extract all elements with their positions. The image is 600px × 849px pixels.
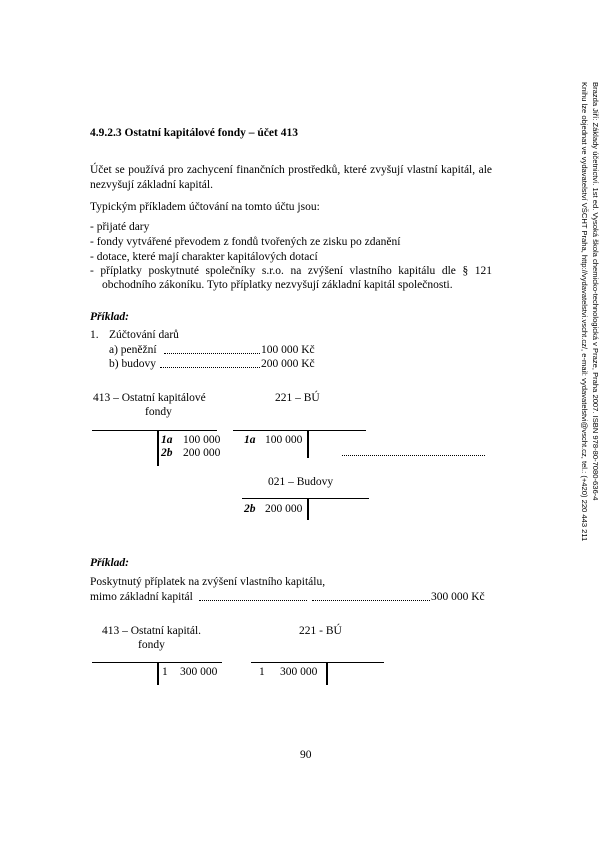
taccount-413-title: 413 – Ostatní kapitálové	[93, 392, 206, 404]
paragraph-intro: Typickým příkladem účtování na tomto účtu jsou:	[90, 201, 320, 213]
taccount-221-amount: 300 000	[280, 666, 318, 678]
taccount-221-title: 221 – BÚ	[275, 392, 320, 404]
paragraph-line: nezvyšují základní kapitál.	[90, 179, 213, 191]
example-label: Příklad:	[90, 557, 129, 569]
example-line-b-value: 200 000 Kč	[261, 358, 315, 370]
taccount-413-amount: 300 000	[180, 666, 218, 678]
taccount-021-top-line	[242, 498, 369, 499]
taccount-413-title: 413 – Ostatní kapitál.	[102, 625, 202, 637]
taccount-221-top-line	[233, 430, 366, 431]
example-line-a-label: a) peněžní	[109, 344, 157, 356]
example-line-a-value: 100 000 Kč	[261, 344, 315, 356]
leader-dots	[312, 600, 430, 601]
example-item-number: 1.	[90, 329, 99, 341]
taccount-413-mark: 2b	[161, 447, 173, 459]
leader-dots	[199, 600, 307, 601]
example-label: Příklad:	[90, 311, 129, 323]
taccount-021-divider	[307, 498, 309, 520]
example-line-label: mimo základní kapitál	[90, 591, 193, 603]
page-number: 90	[300, 749, 312, 761]
list-item: - příplatky poskytnuté společníky s.r.o. na zvýšení vlastního kapitálu dle § 121	[90, 265, 492, 277]
taccount-221-divider	[307, 430, 309, 458]
taccount-221-mark: 1a	[244, 434, 256, 446]
taccount-413-top-line	[92, 430, 217, 431]
section-heading: 4.9.2.3 Ostatní kapitálové fondy – účet 413	[90, 127, 298, 139]
taccount-021-mark: 2b	[244, 503, 256, 515]
leader-dots	[164, 353, 260, 354]
taccount-413-title-cont: fondy	[145, 406, 172, 418]
list-item: - přijaté dary	[90, 221, 150, 233]
sidebar-citation	[566, 82, 600, 572]
taccount-221-divider	[326, 662, 328, 685]
list-item: - dotace, které mají charakter kapitálových dotací	[90, 251, 318, 263]
sidebar-citation-line1: Brazda Jiří: Základy účetnictví. 1st ed. Vysoká škola chemicko-technologická v Praze, Praha 2007. ISBN 978-80-7080-636-4	[591, 82, 600, 501]
taccount-413-divider	[157, 430, 159, 466]
taccount-221-title: 221 - BÚ	[299, 625, 342, 637]
example-item-title: Zúčtování darů	[109, 329, 179, 341]
taccount-413-title-cont: fondy	[138, 639, 165, 651]
list-item-continuation: obchodního zákoníku. Tyto příplatky nezvyšují základní kapitál společnosti.	[102, 279, 453, 291]
leader-dots	[160, 367, 260, 368]
example-text-line: Poskytnutý příplatek na zvýšení vlastního kapitálu,	[90, 576, 326, 588]
taccount-413-amount: 100 000	[183, 434, 221, 446]
sidebar-citation-line2: Knihu lze objednat ve vydavatelství VŠCHT Praha, http://vydavatelstvi.vscht.cz/, e-mail: vydavatelstvi@vscht.cz, tel.: (+420) 220 443 211	[580, 82, 590, 542]
taccount-413-amount: 200 000	[183, 447, 221, 459]
example-line-b-label: b) budovy	[109, 358, 156, 370]
paragraph-line: Účet se používá pro zachycení finančních prostředků, které zvyšují vlastní kapitál, ale	[90, 164, 492, 176]
taccount-021-amount: 200 000	[265, 503, 303, 515]
taccount-221-mark: 1	[259, 666, 265, 678]
taccount-413-mark: 1a	[161, 434, 173, 446]
taccount-221-top-line	[251, 662, 384, 663]
list-item: - fondy vytvářené převodem z fondů tvořených ze zisku po zdanění	[90, 236, 401, 248]
example-line-value: 300 000 Kč	[431, 591, 485, 603]
taccount-021-title: 021 – Budovy	[268, 476, 334, 488]
taccount-221-amount: 100 000	[265, 434, 303, 446]
taccount-413-divider	[157, 662, 159, 685]
taccount-413-mark: 1	[162, 666, 168, 678]
dotted-line	[342, 455, 485, 456]
